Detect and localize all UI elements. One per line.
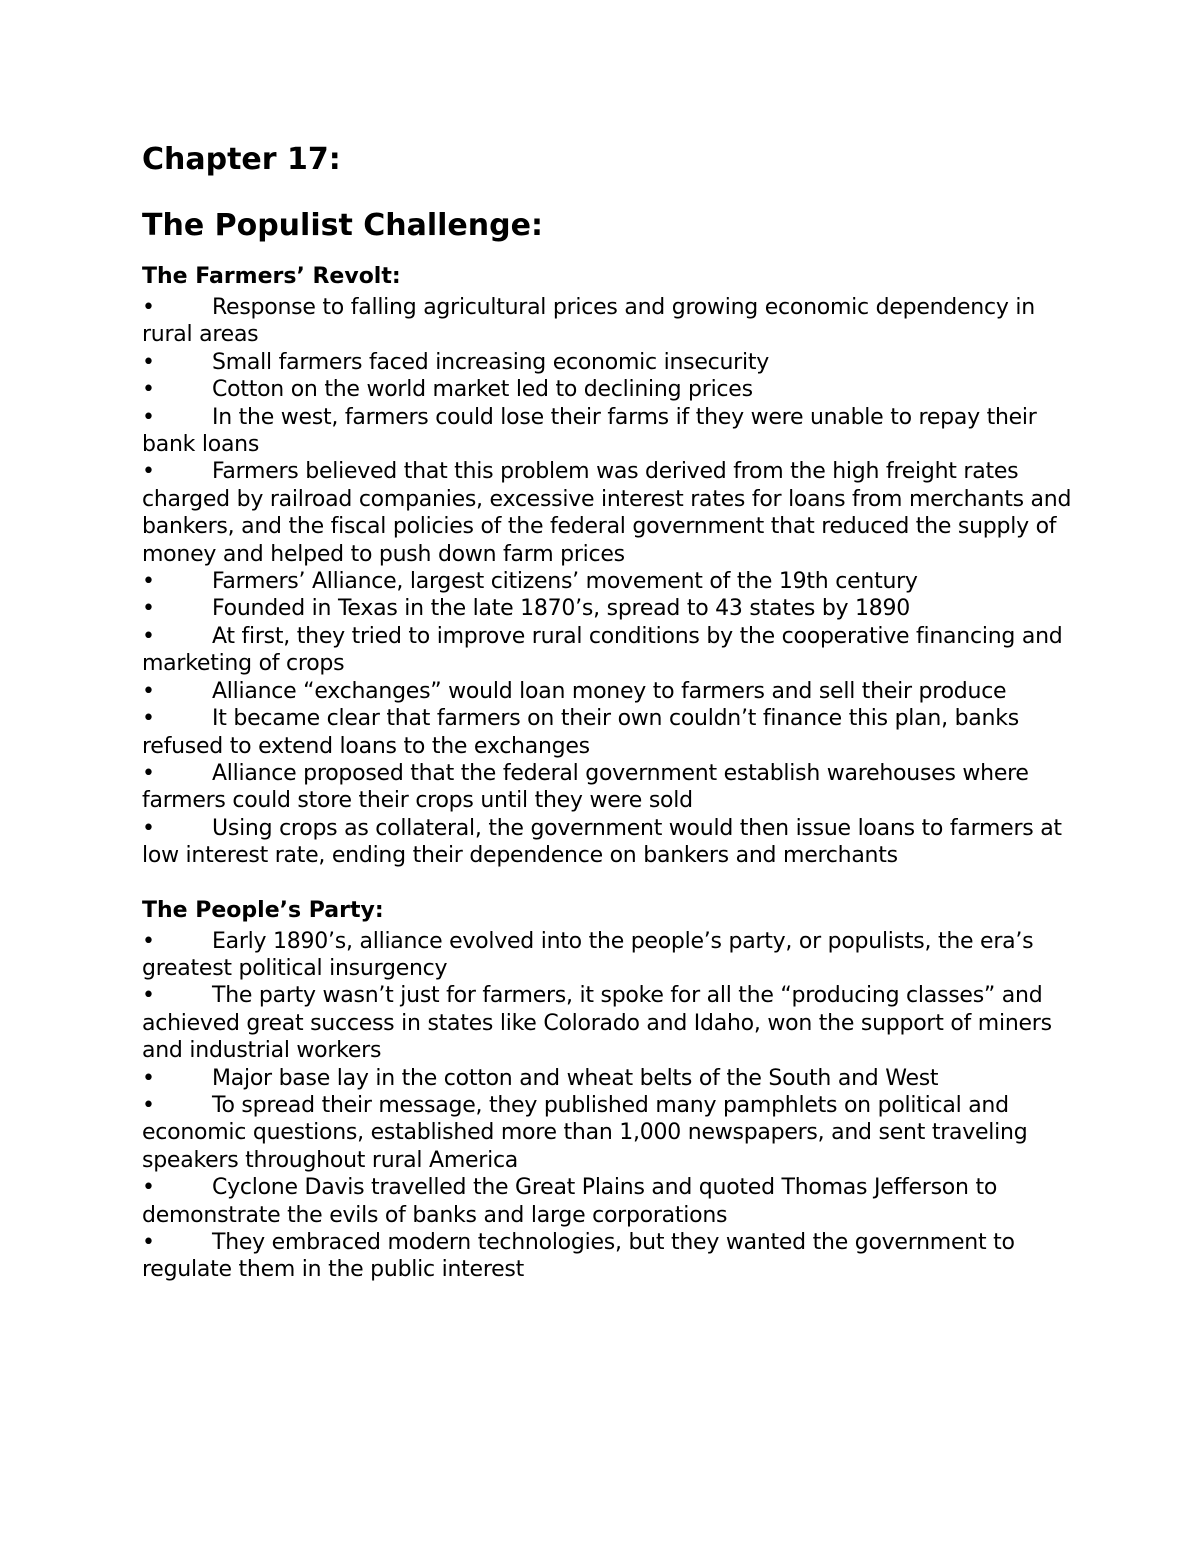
list-item-text: It became clear that farmers on their own couldn’t finance this plan, banks refused to extend loans to the exchanges (142, 706, 1019, 759)
list-item-text: Early 1890’s, alliance evolved into the people’s party, or populists, the era’s greatest political insurgency (142, 928, 1034, 981)
list-item (142, 568, 1072, 595)
list-item-text: Using crops as collateral, the government would then issue loans to farmers at low interest rate, ending their dependence on bankers and merchants (142, 815, 1062, 869)
list-item-text: The party wasn’t just for farmers, it spoke for all the “producing classes” and achieved great success in states like Colorado and Idaho, won the support of miners and industrial workers (142, 983, 1052, 1064)
list-item (142, 1065, 1072, 1092)
bullet-marker: • (142, 678, 155, 704)
list-item (142, 404, 1072, 459)
list-item (142, 349, 1072, 376)
list-item-text: Cyclone Davis travelled the Great Plains and quoted Thomas Jefferson to demonstrate the evils of banks and large corporations (142, 1175, 998, 1228)
bullet-marker: • (142, 706, 155, 732)
list-item-text: To spread their message, they published many pamphlets on political and economic questions, established more than 1,000 newspapers, and sent traveling speakers throughout rural America (142, 1092, 1028, 1173)
list-item (142, 982, 1072, 1064)
list-item-text: Major base lay in the cotton and wheat belts of the South and West (212, 1065, 939, 1091)
section-heading: The People’s Party: (142, 897, 384, 923)
section-heading: The Farmers’ Revolt: (142, 264, 401, 289)
list-item (142, 376, 1072, 403)
section-farmers-revolt (142, 262, 1072, 870)
bullet-marker: • (142, 1092, 155, 1118)
document-title: The Populist Challenge: (142, 208, 543, 243)
list-item (142, 294, 1072, 349)
list-item-text: In the west, farmers could lose their farms if they were unable to repay their bank loans (142, 404, 1037, 458)
bullet-marker: • (142, 377, 155, 403)
bullet-list (142, 294, 1072, 870)
list-item (142, 595, 1072, 622)
bullet-marker: • (142, 1230, 155, 1255)
bullet-marker: • (142, 623, 155, 649)
list-item-text: Farmers’ Alliance, largest citizens’ movement of the 19th century (212, 569, 918, 595)
bullet-marker: • (142, 983, 155, 1009)
chapter-heading: Chapter 17: (142, 142, 341, 177)
list-item-text: Cotton on the world market led to declining prices (212, 377, 753, 403)
section-spacer (142, 870, 1072, 896)
bullet-marker: • (142, 295, 155, 320)
list-item-text: At first, they tried to improve rural conditions by the cooperative financing and marketing of crops (142, 623, 1063, 677)
list-item-text: Alliance proposed that the federal government establish warehouses where farmers could store their crops until they were sold (142, 760, 1029, 814)
list-item (142, 815, 1072, 870)
bullet-list (142, 928, 1072, 1284)
section-peoples-party (142, 896, 1072, 1284)
list-item (142, 1092, 1072, 1174)
list-item-text: Alliance “exchanges” would loan money to farmers and sell their produce (212, 678, 1007, 704)
bullet-marker: • (142, 459, 155, 485)
list-item (142, 1174, 1072, 1229)
bullet-marker: • (142, 596, 155, 622)
list-item (142, 623, 1072, 678)
bullet-marker: • (142, 1065, 155, 1091)
document-body (142, 140, 1072, 1284)
bullet-marker: • (142, 404, 155, 430)
list-item (142, 678, 1072, 705)
list-item-text: They embraced modern technologies, but they wanted the government to regulate them in the public interest (142, 1230, 1015, 1283)
bullet-marker: • (142, 928, 155, 954)
list-item-text: Founded in Texas in the late 1870’s, spread to 43 states by 1890 (212, 596, 911, 622)
bullet-marker: • (142, 815, 155, 841)
list-item-text: Farmers believed that this problem was derived from the high freight rates charged by railroad companies, excessive interest rates for loans from merchants and bankers, and the fiscal policies of the federal government that reduced the supply of money and helped to push down farm prices (142, 459, 1072, 567)
list-item (142, 1229, 1072, 1284)
list-item (142, 458, 1072, 568)
list-item-text: Small farmers faced increasing economic insecurity (212, 349, 769, 375)
bullet-marker: • (142, 1175, 155, 1201)
list-item (142, 928, 1072, 983)
bullet-marker: • (142, 569, 155, 595)
bullet-marker: • (142, 349, 155, 375)
list-item-text: Response to falling agricultural prices and growing economic dependency in rural areas (142, 295, 1035, 348)
bullet-marker: • (142, 760, 155, 786)
list-item (142, 760, 1072, 815)
list-item (142, 705, 1072, 760)
